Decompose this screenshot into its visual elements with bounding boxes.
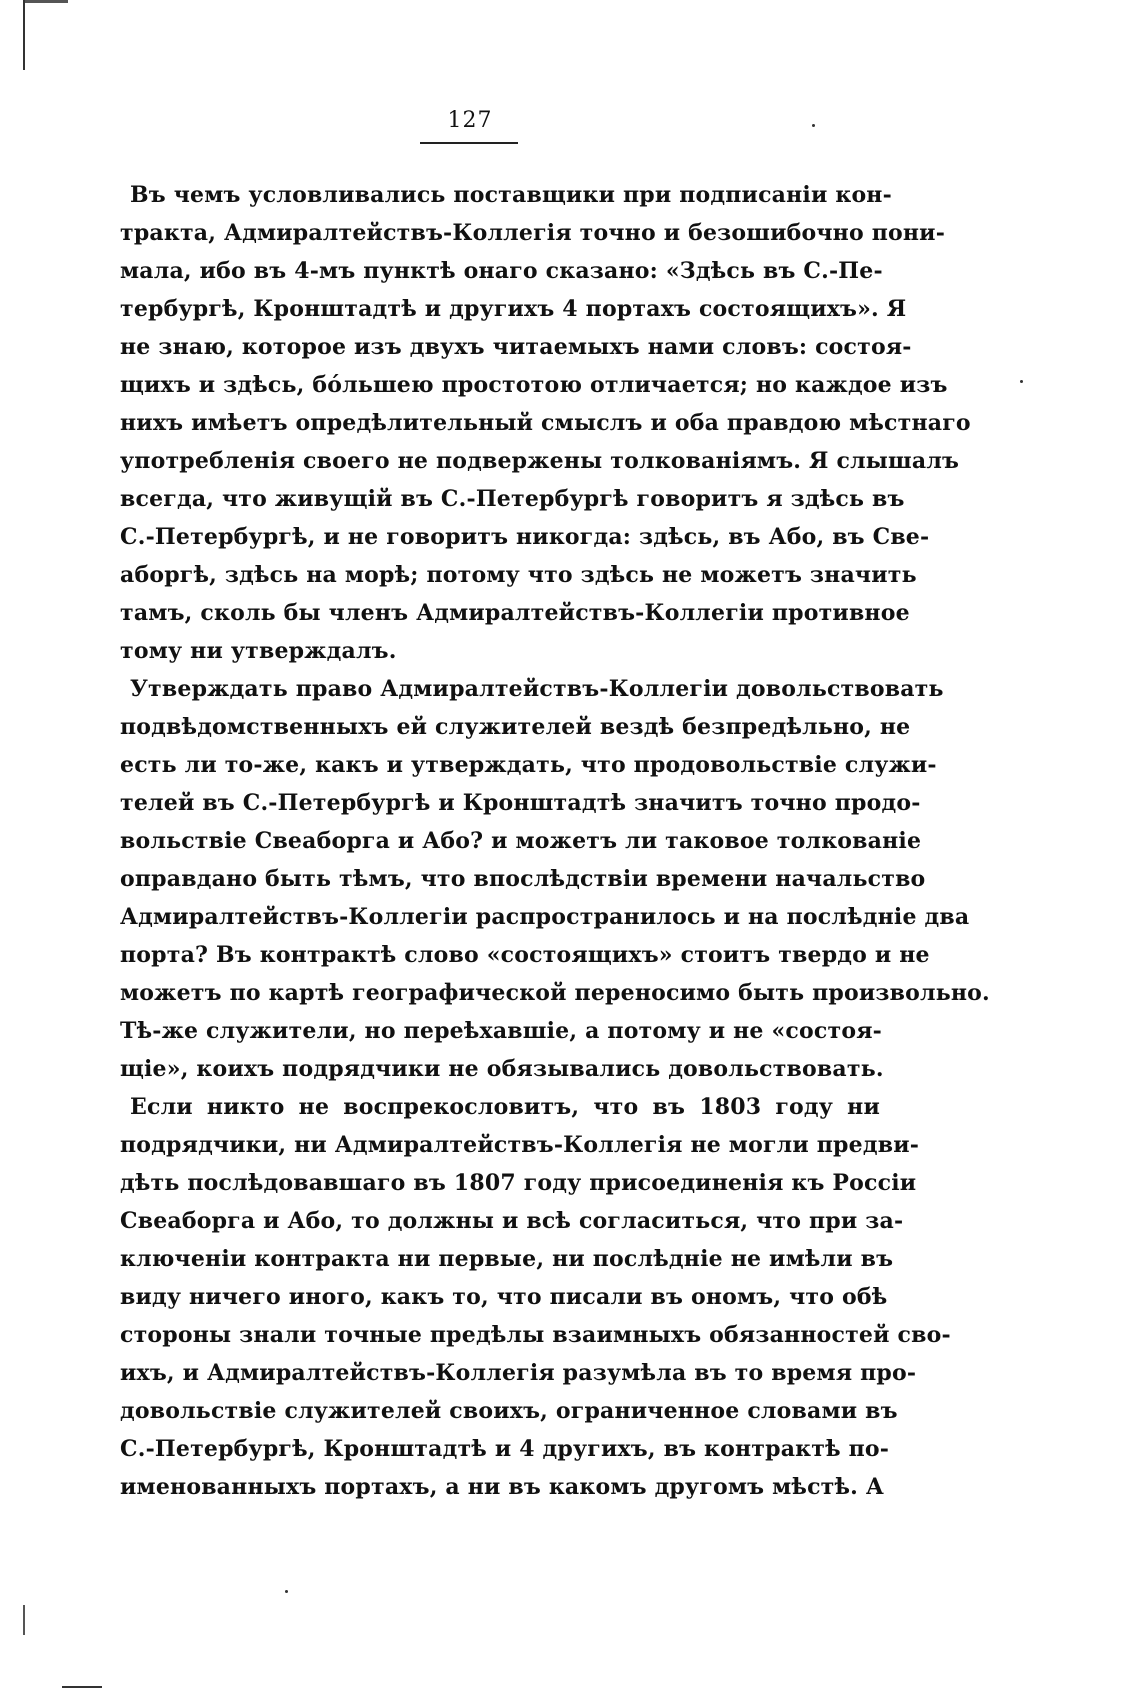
page-number: 127 <box>447 108 493 133</box>
print-speck <box>812 124 815 127</box>
text-line: тербургѣ, Кронштадтѣ и другихъ 4 портахъ состоящихъ». Я <box>120 296 907 322</box>
text-line: ключеніи контракта ни первые, ни послѣдніе не имѣли въ <box>120 1246 894 1272</box>
text-line: Свеаборга и Або, то должны и всѣ согласиться, что при за- <box>120 1208 904 1234</box>
text-line: есть ли то-же, какъ и утверждать, что продовольствіе служи- <box>120 752 937 778</box>
text-line: виду ничего иного, какъ то, что писали въ ономъ, что обѣ <box>120 1284 888 1310</box>
text-line: подвѣдомственныхъ ей служителей вездѣ безпредѣльно, не <box>120 714 911 740</box>
text-line: именованныхъ портахъ, а ни въ какомъ другомъ мѣстѣ. А <box>120 1474 885 1500</box>
text-line: вольствіе Свеаборга и Або? и можетъ ли таковое толкованіе <box>120 828 922 854</box>
text-line: не знаю, которое изъ двухъ читаемыхъ нами словъ: состоя- <box>120 334 912 360</box>
text-line: тракта, Адмиралтействъ-Коллегія точно и безошибочно пони- <box>120 220 946 246</box>
text-line: Утверждать право Адмиралтействъ-Коллегіи довольствовать <box>130 676 944 702</box>
text-line: ихъ, и Адмиралтействъ-Коллегія разумѣла въ то время про- <box>120 1360 917 1386</box>
text-line: С.-Петербургѣ, и не говоритъ никогда: здѣсь, въ Або, въ Све- <box>120 524 930 550</box>
scan-edge-line-left-bottom <box>23 1605 25 1635</box>
paragraph <box>120 1088 951 1506</box>
text-line: подрядчики, ни Адмиралтействъ-Коллегія не могли предви- <box>120 1132 920 1158</box>
text-line: тому ни утверждалъ. <box>120 638 397 664</box>
paragraph <box>120 176 971 670</box>
text-line: оправдано быть тѣмъ, что впослѣдствіи времени начальство <box>120 866 926 892</box>
text-line: аборгѣ, здѣсь на морѣ; потому что здѣсь не можетъ значить <box>120 562 917 588</box>
text-line: дѣть послѣдовавшаго въ 1807 году присоединенія къ Россіи <box>120 1170 917 1196</box>
page-number-underline <box>420 142 518 144</box>
text-line: стороны знали точные предѣлы взаимныхъ обязанностей сво- <box>120 1322 951 1348</box>
text-line: довольствіе служителей своихъ, ограниченное словами въ <box>120 1398 898 1424</box>
text-line: Въ чемъ условливались поставщики при подписаніи кон- <box>130 182 892 208</box>
print-speck <box>1020 380 1023 383</box>
scan-edge-mark-bottom <box>62 1686 102 1688</box>
text-line: Если никто не воспрекословитъ, что въ 1803 году ни <box>130 1094 880 1120</box>
text-line: телей въ С.-Петербургѣ и Кронштадтѣ значитъ точно продо- <box>120 790 921 816</box>
text-line: тамъ, сколь бы членъ Адмиралтействъ-Коллегіи противное <box>120 600 910 626</box>
paragraph <box>120 670 990 1088</box>
text-line: Тѣ-же служители, но переѣхавшіе, а потому и не «состоя- <box>120 1018 882 1044</box>
text-line: нихъ имѣетъ опредѣлительный смыслъ и оба правдою мѣстнаго <box>120 410 971 436</box>
text-line: щихъ и здѣсь, бóльшею простотою отличается; но каждое изъ <box>120 372 948 398</box>
text-line: порта? Въ контрактѣ слово «состоящихъ» стоитъ твердо и не <box>120 942 930 968</box>
text-line: можетъ по картѣ географической переносимо быть произвольно. <box>120 980 990 1006</box>
text-line: Адмиралтействъ-Коллегіи распространилось и на послѣдніе два <box>120 904 970 930</box>
body-text <box>120 176 990 1506</box>
text-line: всегда, что живущій въ С.-Петербургѣ говоритъ я здѣсь въ <box>120 486 905 512</box>
text-line: С.-Петербургѣ, Кронштадтѣ и 4 другихъ, въ контрактѣ по- <box>120 1436 890 1462</box>
text-line: мала, ибо въ 4-мъ пунктѣ онаго сказано: «Здѣсь въ С.-Пе- <box>120 258 883 284</box>
text-line: щіе», коихъ подрядчики не обязывались довольствовать. <box>120 1056 884 1082</box>
scan-edge-mark-top <box>23 0 68 3</box>
print-speck <box>285 1590 288 1593</box>
scan-edge-line-left <box>23 0 25 70</box>
text-line: употребленія своего не подвержены толкованіямъ. Я слышалъ <box>120 448 960 474</box>
